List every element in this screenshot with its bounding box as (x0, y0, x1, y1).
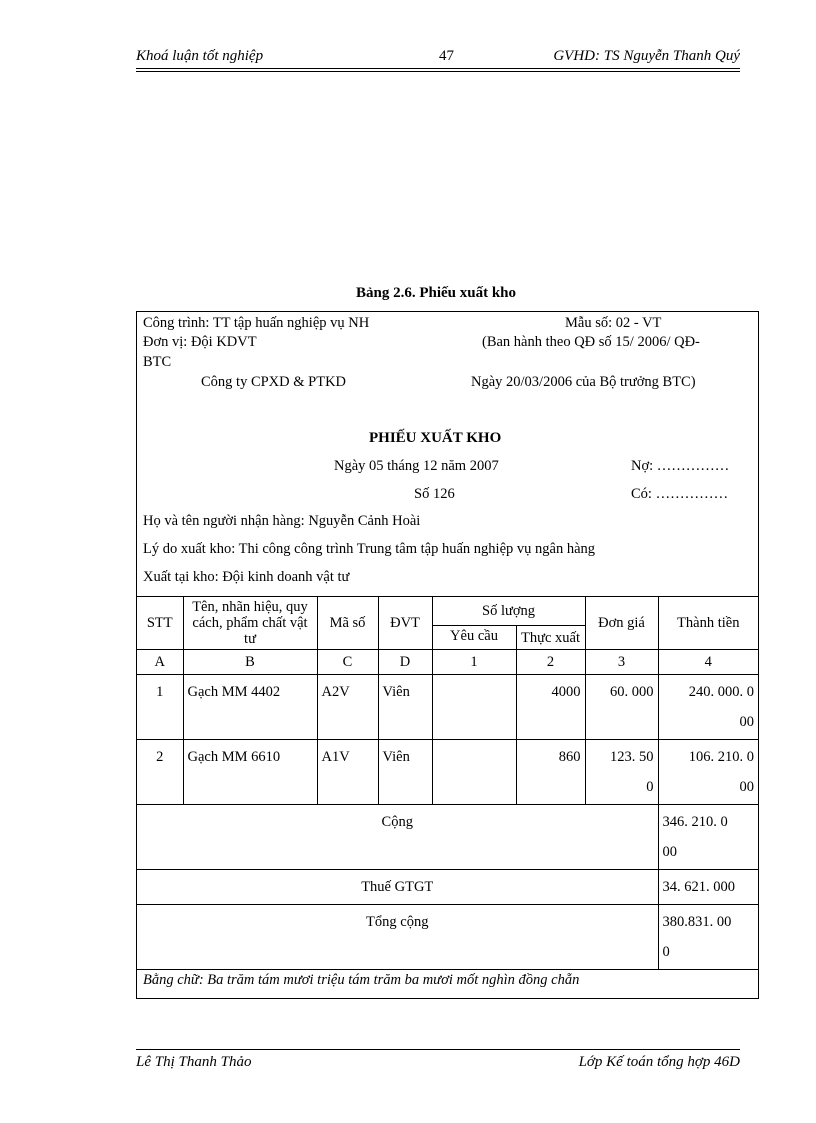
row-item-name: Gạch MM 4402 (183, 675, 317, 740)
table-row (137, 740, 758, 805)
total-row (137, 905, 758, 970)
form-serial-number: Số 126 (414, 486, 455, 502)
header-rule-double (136, 71, 740, 72)
row-stt: 2 (137, 740, 183, 805)
row-amount: 106. 210. 000 (658, 740, 758, 805)
table-caption: Bảng 2.6. Phiếu xuất kho (355, 285, 517, 301)
row-amount: 240. 000. 000 (658, 675, 758, 740)
form-date: Ngày 05 tháng 12 năm 2007 (334, 458, 499, 474)
footer-author: Lê Thị Thanh Thảo (136, 1054, 252, 1070)
total-amount: 380.831. 000 (658, 905, 758, 970)
column-letter-row (137, 650, 758, 675)
header-code: Mã số (317, 597, 378, 650)
items-table (137, 596, 758, 970)
row-code: A1V (317, 740, 378, 805)
column-letter: C (317, 650, 378, 675)
row-actual: 4000 (516, 675, 585, 740)
table-row (137, 675, 758, 740)
project-line: Công trình: TT tập huấn nghiệp vụ NH (143, 315, 370, 331)
reason-line: Lý do xuất kho: Thi công công trình Trung tâm tập huấn nghiệp vụ ngân hàng (143, 541, 595, 557)
subtotal-row (137, 805, 758, 870)
header-supervisor: GVHD: TS Nguyễn Thanh Quý (553, 48, 740, 64)
row-requested (432, 675, 516, 740)
page-number: 47 (439, 48, 454, 64)
header-unit: ĐVT (378, 597, 432, 650)
header-thesis-label: Khoá luận tốt nghiệp (136, 48, 264, 64)
header-stt: STT (137, 597, 183, 650)
amount-in-words: Bằng chữ: Ba trăm tám mươi triệu tám trăm ba mươi mốt nghìn đồng chẵn (143, 972, 580, 988)
row-unit: Viên (378, 740, 432, 805)
header-actual: Thực xuất (516, 626, 585, 650)
vat-amount: 34. 621. 000 (658, 870, 758, 905)
row-code: A2V (317, 675, 378, 740)
header-price: Đơn giá (585, 597, 658, 650)
header-requested: Yêu cầu (432, 626, 516, 650)
row-unit: Viên (378, 675, 432, 740)
warehouse-line: Xuất tại kho: Đội kinh doanh vật tư (143, 569, 350, 585)
row-stt: 1 (137, 675, 183, 740)
row-price: 60. 000 (585, 675, 658, 740)
total-label: Tổng cộng (137, 905, 658, 970)
credit-account: Có: …………… (631, 486, 729, 502)
vat-row (137, 870, 758, 905)
issue-slip-form (136, 311, 759, 999)
column-letter: 3 (585, 650, 658, 675)
row-requested (432, 740, 516, 805)
vat-label: Thuế GTGT (137, 870, 658, 905)
header-quantity: Số lượng (432, 597, 585, 626)
company-line: Công ty CPXD & PTKD (201, 374, 347, 390)
row-price: 123. 500 (585, 740, 658, 805)
row-item-name: Gạch MM 6610 (183, 740, 317, 805)
header-rule (136, 68, 740, 69)
issued-date-line: Ngày 20/03/2006 của Bộ trưởng BTC) (471, 374, 696, 390)
column-letter: 2 (516, 650, 585, 675)
subtotal-label: Cộng (137, 805, 658, 870)
receiver-line: Họ và tên người nhận hàng: Nguyễn Cảnh Hoài (143, 513, 421, 529)
header-item-name: Tên, nhãn hiệu, quy cách, phẩm chất vật tư (183, 597, 317, 650)
column-letter: D (378, 650, 432, 675)
debit-account: Nợ: …………… (631, 458, 730, 474)
issued-by-line2: BTC (143, 354, 172, 370)
form-title: PHIẾU XUẤT KHO (369, 430, 502, 446)
footer-class: Lớp Kế toán tổng hợp 46D (578, 1054, 740, 1070)
issued-by-line1: (Ban hành theo QĐ số 15/ 2006/ QĐ- (482, 334, 700, 350)
subtotal-amount: 346. 210. 000 (658, 805, 758, 870)
column-letter: 1 (432, 650, 516, 675)
column-letter: A (137, 650, 183, 675)
form-number: Mẫu số: 02 - VT (565, 315, 662, 331)
page-header (136, 48, 740, 68)
column-letter: 4 (658, 650, 758, 675)
row-actual: 860 (516, 740, 585, 805)
column-letter: B (183, 650, 317, 675)
unit-line: Đơn vị: Đội KDVT (143, 334, 257, 350)
footer-rule (136, 1049, 740, 1050)
table-header-row (137, 597, 758, 626)
header-amount: Thành tiền (658, 597, 758, 650)
